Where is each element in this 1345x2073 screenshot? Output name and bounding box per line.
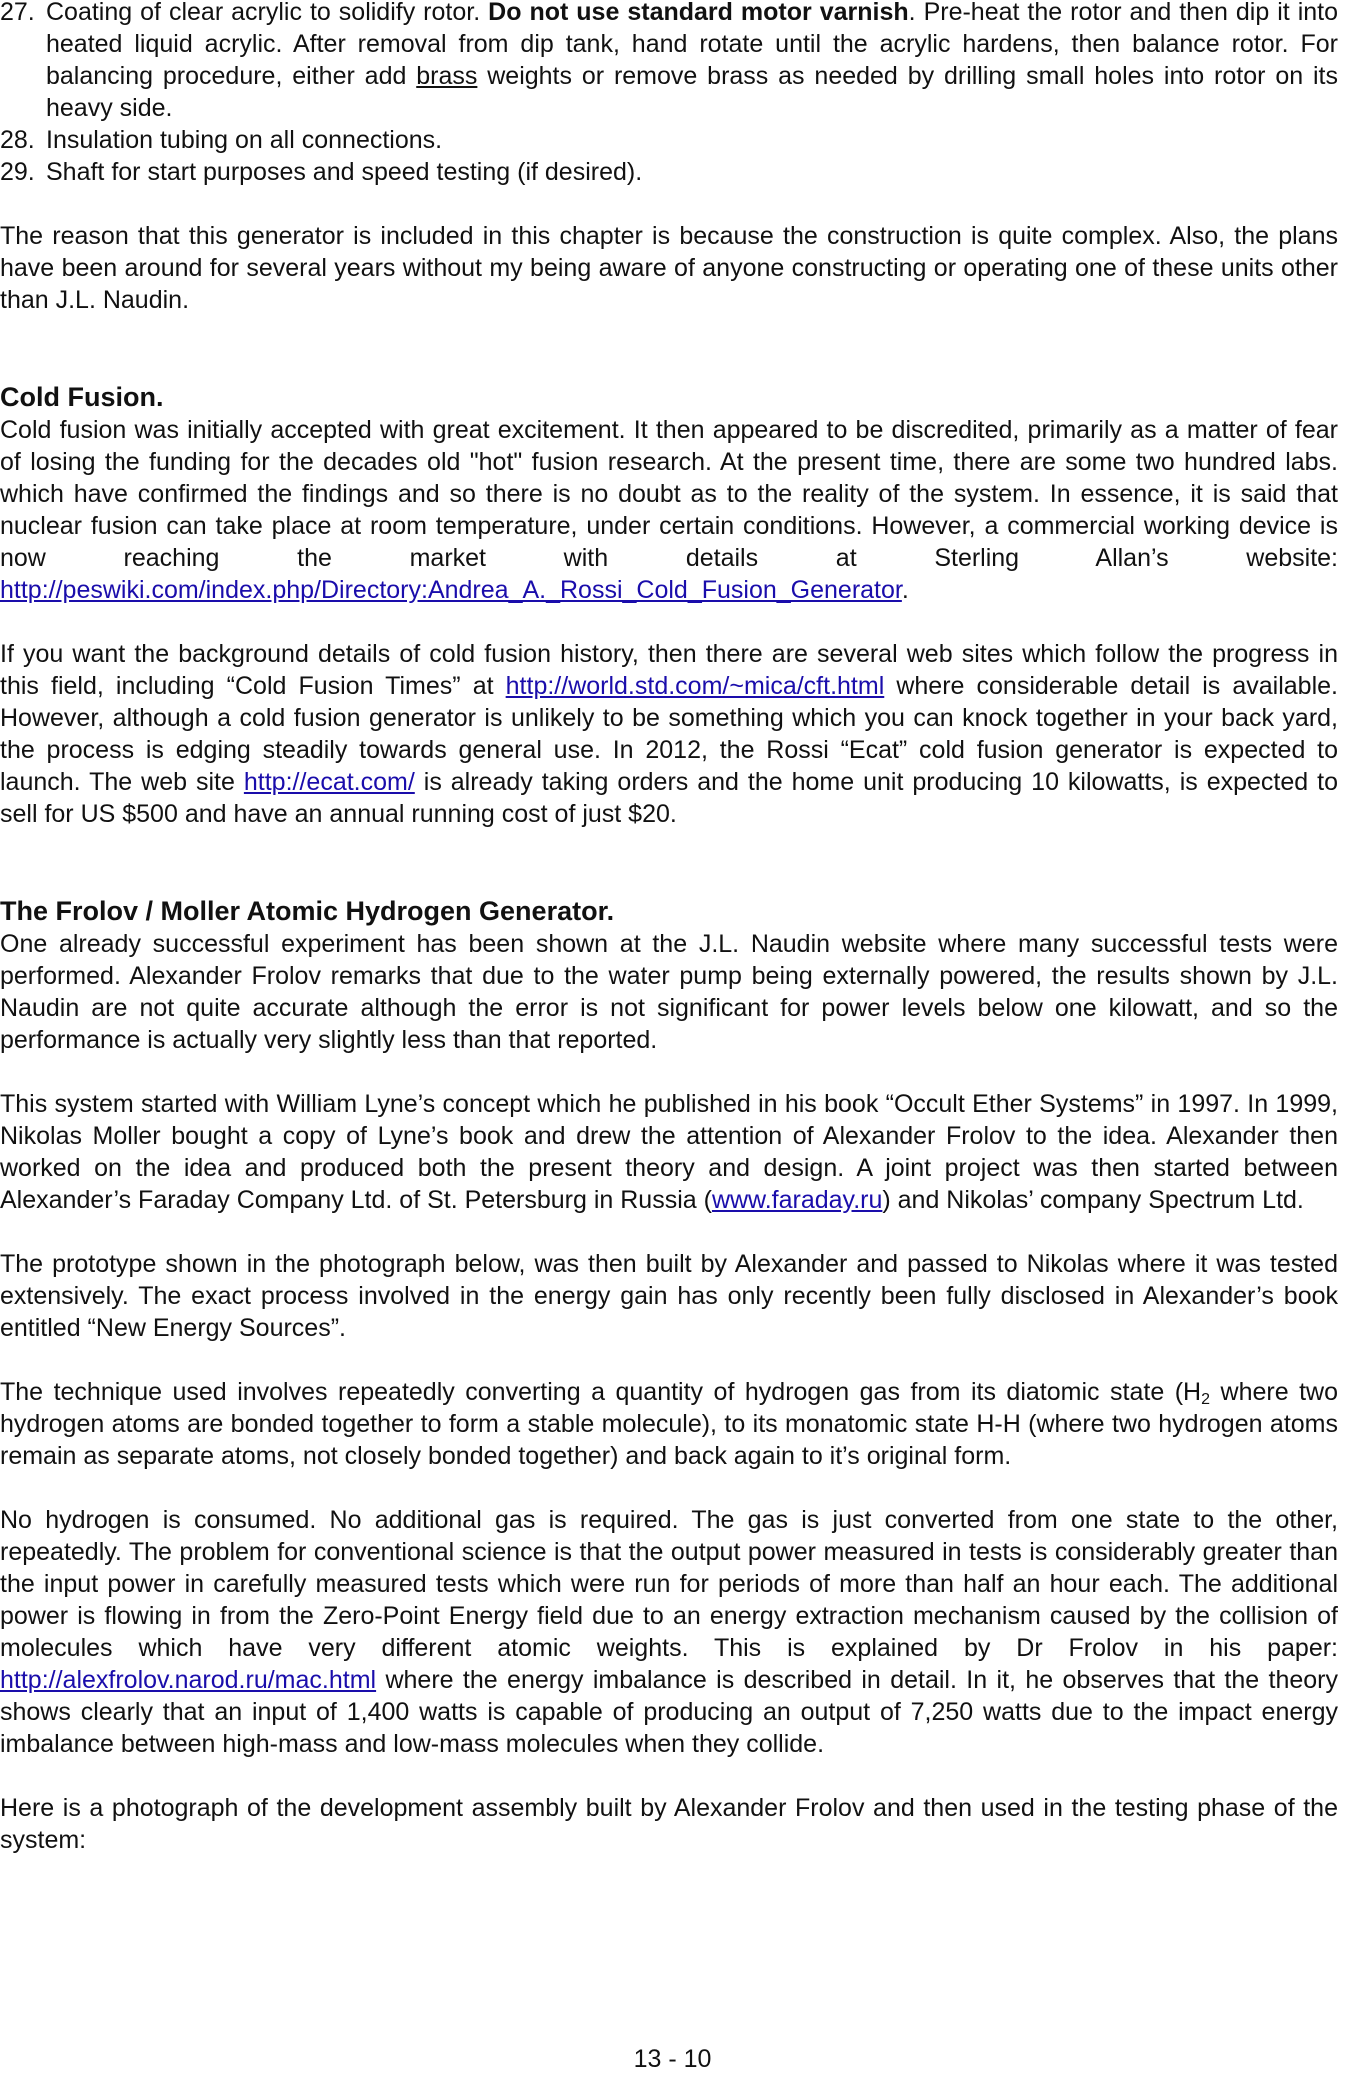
paragraph — [0, 638, 1338, 830]
paragraph-text: Cold fusion was initially accepted with great excitement. It then appeared to be discredited, primarily as a matter of fear of losing the funding for the decades old "hot" fusion research. At the present time, there are some two hundred labs. which have confirmed the findings and so there is no doubt as to the reality of the system. In essence, it is said that nuclear fusion can take place at room temperature, under certain conditions. However, a commercial working device is now reaching the market with details at Sterling Allan’s website: — [0, 416, 1338, 572]
paragraph — [0, 1376, 1338, 1472]
paragraph-text: ) and Nikolas’ company Spectrum Ltd. — [882, 1186, 1304, 1214]
intro-paragraph: The reason that this generator is included in this chapter is because the construction is quite complex. Also, the plans have been around for several years without my being aware of anyone constructing or operating one of these units other than J.L. Naudin. — [0, 222, 1338, 314]
paragraph-text: This system started with William Lyne’s concept which he published in his book “Occult Ether Systems” in 1997. In 1999, Nikolas Moller bought a copy of Lyne’s book and drew the attention of Alexander Frolov to the idea. Alexander then worked on the idea and produced both the present theory and design. A joint project was then started between Alexander’s Faraday Company Ltd. of St. Petersburg in Russia ( — [0, 1090, 1338, 1214]
paragraph — [0, 1504, 1338, 1760]
paragraph-text: If you want the background details of cold fusion history, then there are several web sites which follow the progress in this field, including “Cold Fusion Times” at — [0, 640, 1338, 700]
section-heading-frolov: The Frolov / Moller Atomic Hydrogen Generator. — [0, 896, 615, 926]
list-item-number: 29. — [0, 158, 35, 186]
section-heading-cold-fusion: Cold Fusion. — [0, 382, 164, 412]
paragraph: The prototype shown in the photograph below, was then built by Alexander and passed to Nikolas where it was tested extensively. The exact process involved in the energy gain has only recently been fully disclosed in Alexander’s book entitled “New Energy Sources”. — [0, 1250, 1338, 1342]
list-item-number: 27. — [0, 0, 35, 26]
list-text-segment: . Pre-heat the rotor and then dip it into heated liquid acrylic. After removal from dip tank, hand rotate until the acrylic hardens, then balance rotor. For balancing procedure, either add — [46, 0, 1338, 90]
list-text-segment: weights or remove brass as needed by drilling small holes into rotor on its heavy side. — [46, 62, 1338, 122]
paragraph-text: where considerable detail is available. However, although a cold fusion generator is unlikely to be something which you can knock together in your back yard, the process is edging steadily towards general use. In 2012, the Rossi “Ecat” cold fusion generator is expected to launch. The web site — [0, 672, 1338, 796]
link-faraday[interactable]: www.faraday.ru — [711, 1186, 883, 1214]
list-item-text: Shaft for start purposes and speed testing (if desired). — [46, 158, 643, 186]
underlined-word: brass — [416, 62, 478, 90]
link-ecat[interactable]: http://ecat.com/ — [243, 768, 415, 796]
paragraph-text: where the energy imbalance is described in detail. In it, he observes that the theory shows clearly that an input of 1,400 watts is capable of producing an output of 7,250 watts due to the impact energy imbalance between high-mass and low-mass molecules when they collide. — [0, 1666, 1338, 1758]
page-number: 13 - 10 — [633, 2045, 712, 2073]
list-item — [0, 156, 1338, 188]
list-item — [0, 0, 1338, 124]
bold-warning: Do not use standard motor varnish — [488, 0, 909, 26]
paragraph-text: No hydrogen is consumed. No additional gas is required. The gas is just converted from one state to the other, repeatedly. The problem for conventional science is that the output power measured in tests is considerably greater than the input power in carefully measured tests which were run for periods of more than half an hour each. The additional power is flowing in from the Zero-Point Energy field due to an energy extraction mechanism caused by the collision of molecules which have very different atomic weights. This is explained by Dr Frolov in his paper: — [0, 1506, 1338, 1662]
link-alexfrolov[interactable]: http://alexfrolov.narod.ru/mac.html — [0, 1666, 377, 1694]
list-item — [0, 124, 1338, 156]
paragraph-text: where two hydrogen atoms are bonded together to form a stable molecule), to its monatomic state H-H (where two hydrogen atoms remain as separate atoms, not closely bonded together) and back again to it’s original form. — [0, 1378, 1339, 1470]
paragraph-text: is already taking orders and the home unit producing 10 kilowatts, is expected to sell for US $500 and have an annual running cost of just $20. — [0, 768, 1338, 828]
list-text-segment: Coating of clear acrylic to solidify rotor. — [46, 0, 489, 26]
link-cold-fusion-times[interactable]: http://world.std.com/~mica/cft.html — [505, 672, 885, 700]
link-peswiki[interactable]: http://peswiki.com/index.php/Directory:Andrea_A._Rossi_Cold_Fusion_Generator — [0, 576, 902, 604]
paragraph-text: . — [901, 576, 909, 604]
paragraph: Here is a photograph of the development assembly built by Alexander Frolov and then used in the testing phase of the system: — [0, 1794, 1338, 1854]
paragraph: One already successful experiment has been shown at the J.L. Naudin website where many successful tests were performed. Alexander Frolov remarks that due to the water pump being externally powered, the results shown by J.L. Naudin are not quite accurate although the error is not significant for power levels below one kilowatt, and so the performance is actually very slightly less than that reported. — [0, 930, 1338, 1054]
subscript: 2 — [1201, 1391, 1211, 1408]
paragraph-text: The technique used involves repeatedly converting a quantity of hydrogen gas from its diatomic state (H — [0, 1378, 1202, 1406]
paragraph — [0, 1088, 1338, 1216]
paragraph — [0, 414, 1338, 606]
list-item-text — [46, 0, 1338, 124]
list-item-number: 28. — [0, 126, 35, 154]
list-item-text: Insulation tubing on all connections. — [46, 126, 443, 154]
